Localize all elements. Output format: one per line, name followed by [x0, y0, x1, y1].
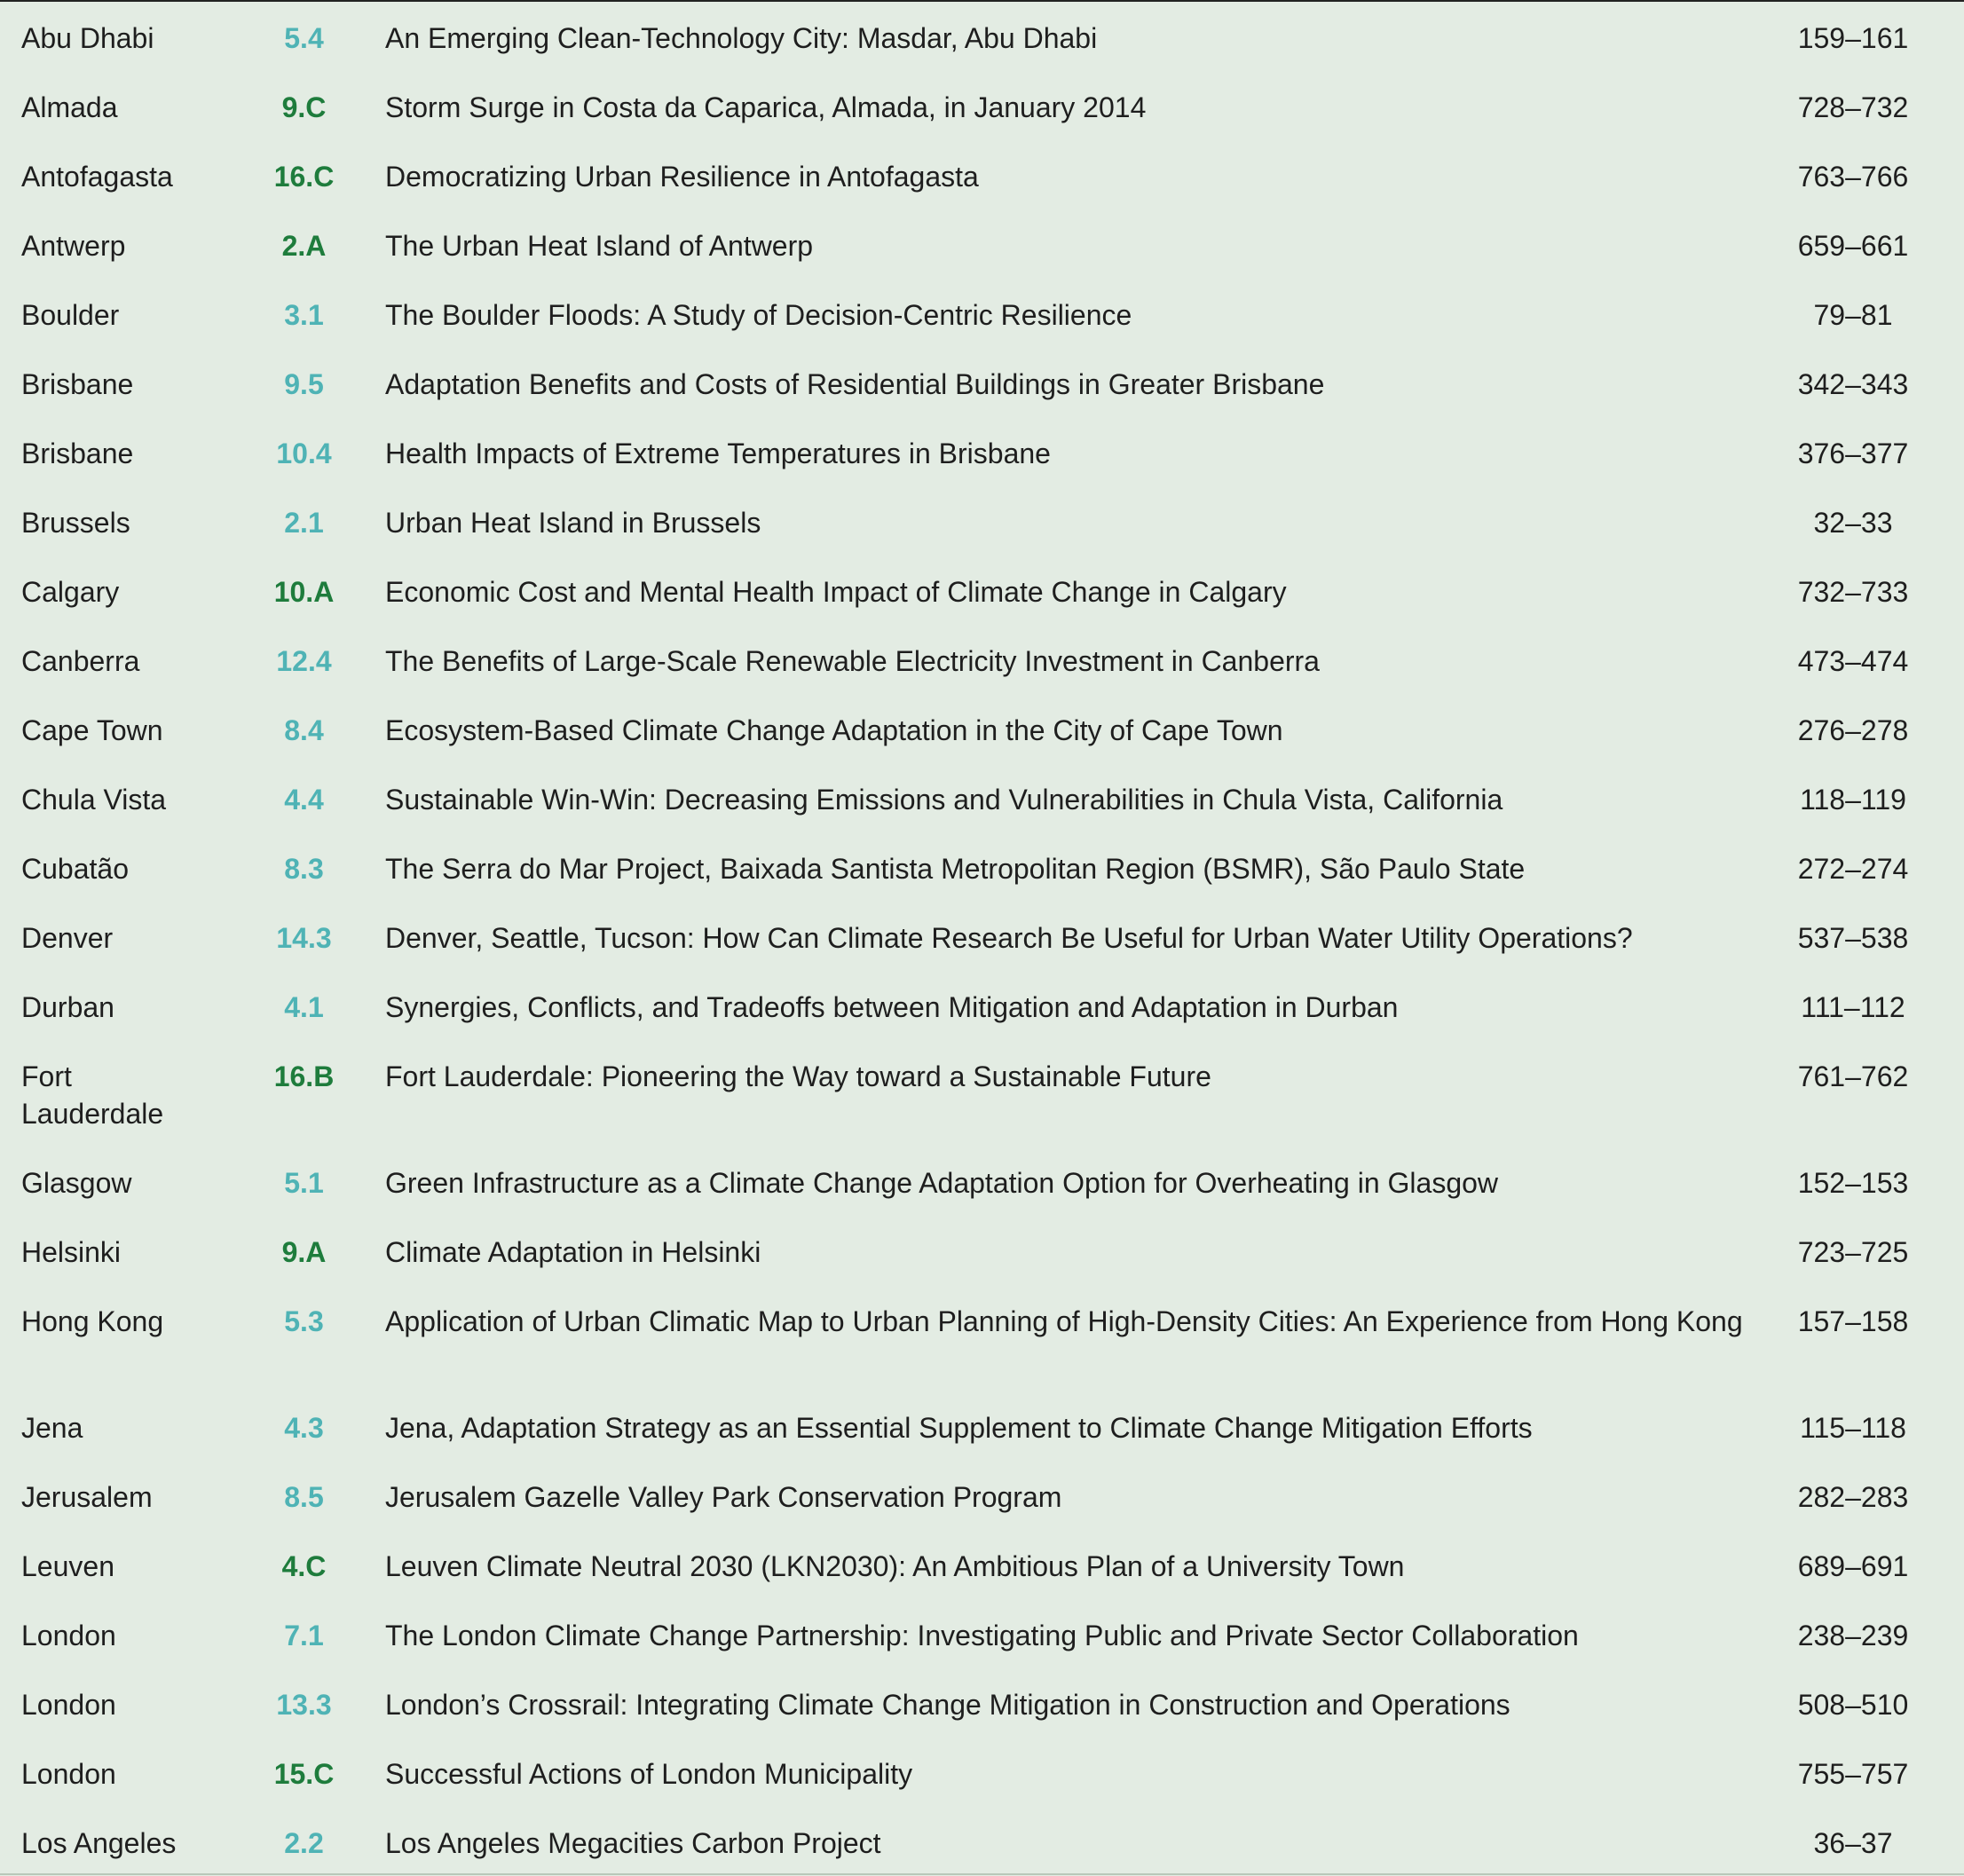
- case-title-cell: An Emerging Clean-Technology City: Masdar, Abu Dhabi: [385, 22, 1098, 54]
- case-title-cell: Ecosystem-Based Climate Change Adaptation in the City of Cape Town: [385, 714, 1283, 746]
- page-range-cell: 755–757: [1797, 1758, 1909, 1790]
- case-title-cell: Synergies, Conflicts, and Tradeoffs between Mitigation and Adaptation in Durban: [385, 991, 1399, 1023]
- table-row: [0, 1216, 1964, 1285]
- case-code-cell: 4.4: [284, 784, 324, 816]
- city-cell: Chula Vista: [21, 784, 167, 816]
- case-code-cell: 16.B: [273, 1060, 335, 1092]
- city-cell: London: [21, 1758, 116, 1790]
- case-code-cell: 8.4: [284, 714, 324, 746]
- page-range-cell: 689–691: [1797, 1550, 1909, 1582]
- case-title-cell: Urban Heat Island in Brussels: [385, 507, 761, 539]
- case-code-cell: 9.5: [284, 368, 324, 400]
- case-title-cell: Sustainable Win-Win: Decreasing Emissions and Vulnerabilities in Chula Vista, California: [385, 784, 1503, 816]
- page-range-cell: 537–538: [1797, 922, 1909, 954]
- city-cell: Almada: [21, 91, 118, 123]
- table-row: [0, 763, 1964, 832]
- page-range-cell: 473–474: [1797, 645, 1909, 677]
- case-title-cell: Fort Lauderdale: Pioneering the Way toward a Sustainable Future: [385, 1060, 1211, 1092]
- case-code-cell: 14.3: [276, 922, 332, 954]
- city-cell: Glasgow: [21, 1167, 132, 1199]
- city-cell: Jena: [21, 1412, 83, 1444]
- city-cell: Canberra: [21, 645, 140, 677]
- case-code-cell: 2.A: [281, 230, 327, 262]
- city-cell: Brisbane: [21, 368, 134, 400]
- case-title-cell: Climate Adaptation in Helsinki: [385, 1236, 761, 1268]
- case-code-cell: 9.C: [281, 91, 327, 123]
- case-code-cell: 8.3: [284, 853, 324, 885]
- case-title-cell: Democratizing Urban Resilience in Antofagasta: [385, 161, 979, 193]
- table-row: [0, 279, 1964, 348]
- page-range-cell: 276–278: [1797, 714, 1909, 746]
- page-range-cell: 118–119: [1800, 784, 1906, 816]
- table-row: [0, 71, 1964, 140]
- page-range-cell: 272–274: [1797, 853, 1909, 885]
- table-row: [0, 1599, 1964, 1668]
- case-code-cell: 9.A: [281, 1236, 327, 1268]
- case-code-cell: 7.1: [284, 1620, 324, 1651]
- case-code-cell: 13.3: [276, 1689, 332, 1721]
- table-row: [0, 1807, 1964, 1876]
- city-cell: Cubatão: [21, 853, 129, 885]
- page-range-cell: 728–732: [1797, 91, 1909, 123]
- city-cell: Brussels: [21, 507, 130, 539]
- page-range-cell: 761–762: [1797, 1060, 1909, 1092]
- case-code-cell: 5.4: [284, 22, 324, 54]
- table-row: [0, 1461, 1964, 1530]
- city-cell: Jerusalem: [21, 1481, 153, 1513]
- table-row: [0, 1530, 1964, 1599]
- case-code-cell: 12.4: [276, 645, 332, 677]
- city-cell: Hong Kong: [21, 1305, 164, 1337]
- case-title-cell: Adaptation Benefits and Costs of Residential Buildings in Greater Brisbane: [385, 368, 1325, 400]
- table-row: [0, 140, 1964, 209]
- page-range-cell: 659–661: [1797, 230, 1909, 262]
- case-code-cell: 5.1: [284, 1167, 324, 1199]
- city-cell: Abu Dhabi: [21, 22, 154, 54]
- page-range-cell: 763–766: [1797, 161, 1909, 193]
- page-range-cell: 508–510: [1797, 1689, 1909, 1721]
- page-range-cell: 342–343: [1797, 368, 1909, 400]
- case-code-cell: 5.3: [284, 1305, 324, 1337]
- case-code-cell: 16.C: [273, 161, 335, 193]
- page-range-cell: 157–158: [1797, 1305, 1909, 1337]
- case-title-cell: Storm Surge in Costa da Caparica, Almada, in January 2014: [385, 91, 1147, 123]
- table-row: [0, 417, 1964, 486]
- city-cell: London: [21, 1620, 116, 1651]
- city-cell: Brisbane: [21, 437, 134, 469]
- table-row: [0, 1738, 1964, 1807]
- case-title-cell: The London Climate Change Partnership: Investigating Public and Private Sector Collaboration: [385, 1620, 1579, 1651]
- case-title-cell: Economic Cost and Mental Health Impact of Climate Change in Calgary: [385, 576, 1287, 608]
- page-range-cell: 732–733: [1797, 576, 1909, 608]
- table-row: [0, 1668, 1964, 1738]
- page-range-cell: 723–725: [1797, 1236, 1909, 1268]
- table-row: [0, 1040, 1964, 1147]
- city-cell: Leuven: [21, 1550, 114, 1582]
- city-cell: Los Angeles: [21, 1827, 177, 1859]
- case-code-cell: 2.1: [284, 507, 324, 539]
- table-row: [0, 1391, 1964, 1461]
- case-code-cell: 4.3: [284, 1412, 324, 1444]
- page-range-cell: 159–161: [1797, 22, 1909, 54]
- city-cell: Denver: [21, 922, 114, 954]
- table-row: [0, 625, 1964, 694]
- page-range-cell: 36–37: [1813, 1827, 1893, 1859]
- case-code-cell: 4.1: [284, 991, 324, 1023]
- table-row: [0, 971, 1964, 1040]
- city-cell: Helsinki: [21, 1236, 122, 1268]
- page-range-cell: 32–33: [1813, 507, 1893, 539]
- city-cell: Calgary: [21, 576, 120, 608]
- case-code-cell: 2.2: [284, 1827, 324, 1859]
- table-row: [0, 832, 1964, 902]
- table-row: [0, 209, 1964, 279]
- case-code-cell: 15.C: [273, 1758, 335, 1790]
- page-range-cell: 376–377: [1797, 437, 1909, 469]
- page-range-cell: 238–239: [1797, 1620, 1909, 1651]
- table-row: [0, 694, 1964, 763]
- case-title-cell: Health Impacts of Extreme Temperatures in Brisbane: [385, 437, 1051, 469]
- case-title-cell: Leuven Climate Neutral 2030 (LKN2030): An Ambitious Plan of a University Town: [385, 1550, 1405, 1582]
- case-title-cell: Denver, Seattle, Tucson: How Can Climate Research Be Useful for Urban Water Utility Operations?: [385, 922, 1633, 954]
- case-title-cell: Jerusalem Gazelle Valley Park Conservation Program: [385, 1481, 1062, 1513]
- city-cell: Boulder: [21, 299, 120, 331]
- page-range-cell: 282–283: [1797, 1481, 1909, 1513]
- city-cell: London: [21, 1689, 116, 1721]
- table-row: [0, 1147, 1964, 1216]
- table-row: [0, 1285, 1964, 1391]
- case-title-cell: Los Angeles Megacities Carbon Project: [385, 1827, 881, 1859]
- case-code-cell: 4.C: [281, 1550, 327, 1582]
- case-title-cell: Application of Urban Climatic Map to Urban Planning of High-Density Cities: An Experience from Hong Kong: [385, 1305, 1743, 1337]
- page-range-cell: 115–118: [1800, 1412, 1906, 1444]
- page-range-cell: 111–112: [1801, 991, 1905, 1023]
- case-title-cell: The Benefits of Large-Scale Renewable Electricity Investment in Canberra: [385, 645, 1320, 677]
- case-title-cell: London’s Crossrail: Integrating Climate Change Mitigation in Construction and Operations: [385, 1689, 1510, 1721]
- case-title-cell: The Boulder Floods: A Study of Decision-Centric Resilience: [385, 299, 1132, 331]
- city-cell: Durban: [21, 991, 114, 1023]
- city-cell: Cape Town: [21, 714, 163, 746]
- page-range-cell: 152–153: [1797, 1167, 1909, 1199]
- table-row: [0, 556, 1964, 625]
- table-row: [0, 348, 1964, 417]
- table-row: [0, 486, 1964, 556]
- city-cell: Antofagasta: [21, 161, 173, 193]
- city-cell: Fort Lauderdale: [21, 1060, 164, 1130]
- case-code-cell: 10.A: [273, 576, 335, 608]
- case-title-cell: Jena, Adaptation Strategy as an Essential Supplement to Climate Change Mitigation Efforts: [385, 1412, 1533, 1444]
- table-row: [0, 2, 1964, 71]
- case-code-cell: 8.5: [284, 1481, 324, 1513]
- page-range-cell: 79–81: [1813, 299, 1893, 331]
- case-code-cell: 3.1: [284, 299, 324, 331]
- case-title-cell: Green Infrastructure as a Climate Change Adaptation Option for Overheating in Glasgow: [385, 1167, 1499, 1199]
- case-code-cell: 10.4: [276, 437, 332, 469]
- case-title-cell: The Serra do Mar Project, Baixada Santista Metropolitan Region (BSMR), São Paulo State: [385, 853, 1526, 885]
- case-title-cell: Successful Actions of London Municipality: [385, 1758, 913, 1790]
- case-title-cell: The Urban Heat Island of Antwerp: [385, 230, 814, 262]
- city-cell: Antwerp: [21, 230, 126, 262]
- table-row: [0, 902, 1964, 971]
